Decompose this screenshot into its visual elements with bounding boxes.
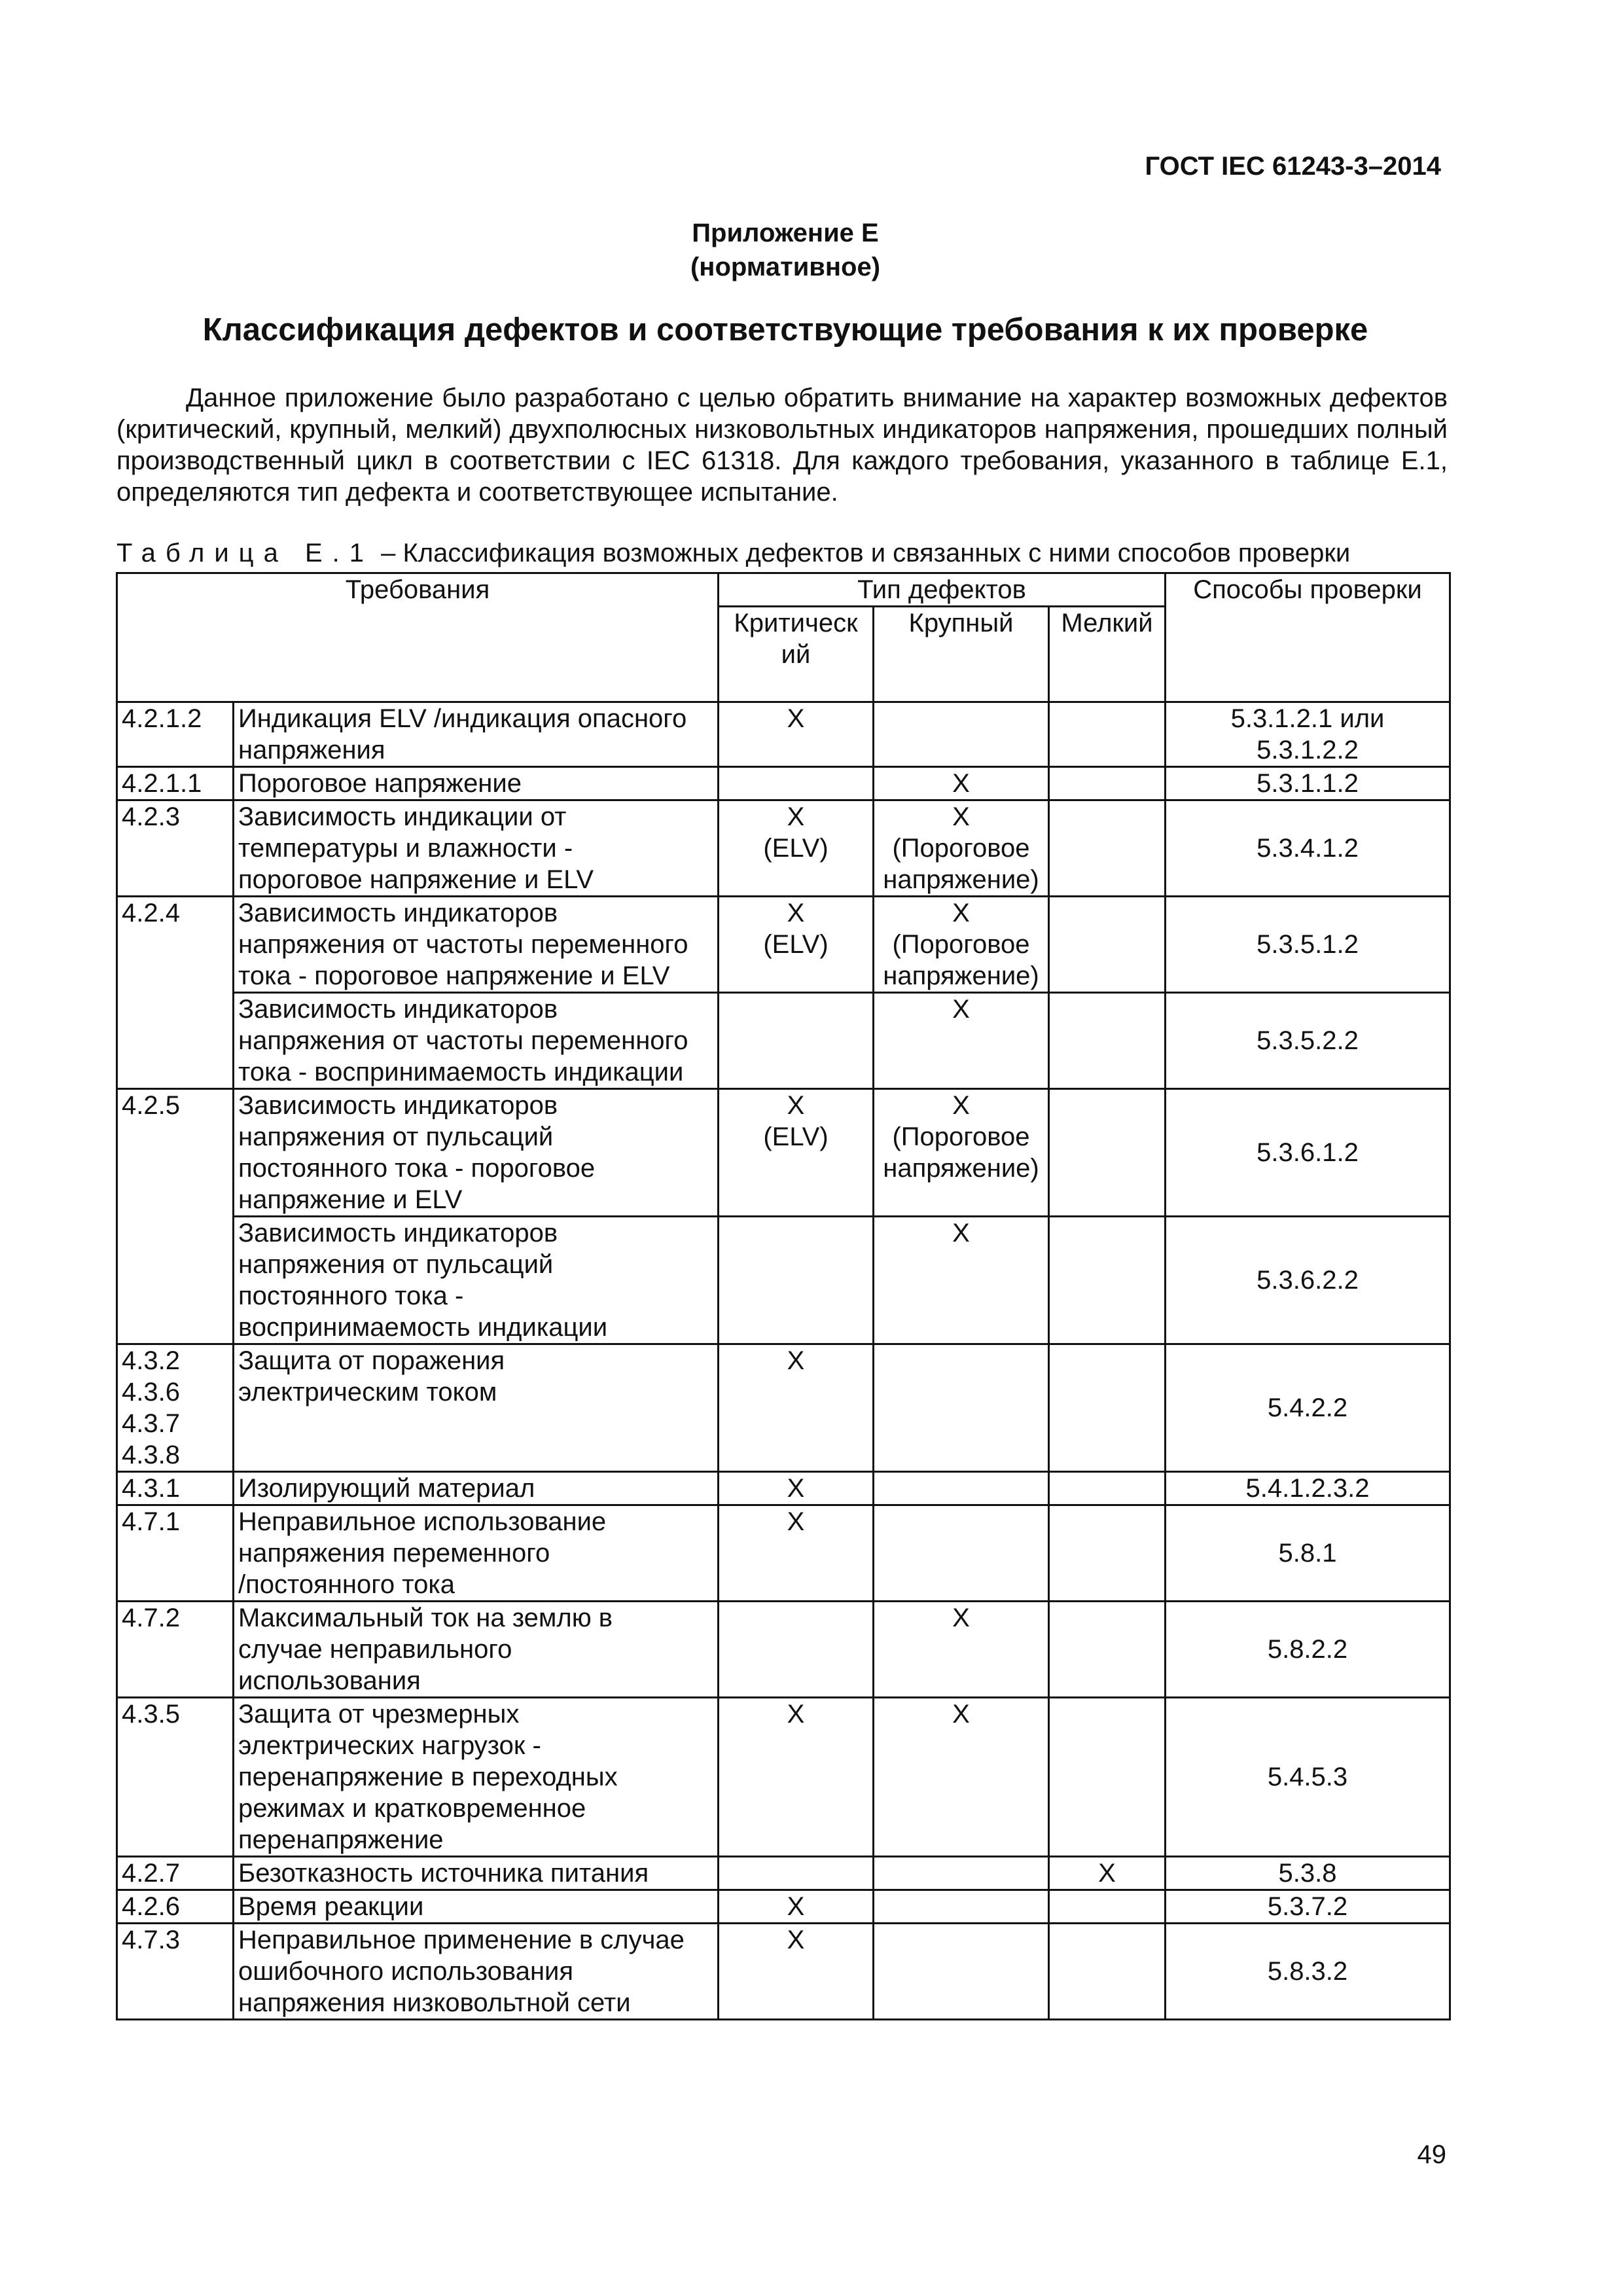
critical-cell: X (ELV) (719, 800, 874, 897)
requirement-cell: Зависимость индикаторов напряжения от частоты переменного тока - воспринимаемость индикации (234, 993, 719, 1089)
table-row (117, 1472, 1450, 1505)
table-caption (116, 539, 1350, 568)
requirement-cell: Безотказность источника питания (234, 1857, 719, 1890)
requirement-cell: Неправильное применение в случае ошибочного использования напряжения низковольтной сети (234, 1924, 719, 2020)
table-caption-text: – Классификация возможных дефектов и связанных с ними способов проверки (374, 539, 1351, 567)
major-cell: X (874, 1602, 1049, 1698)
table-row (117, 1344, 1450, 1472)
critical-cell: X (719, 1505, 874, 1602)
appendix-heading (0, 216, 1571, 284)
header-critical: Критическ ий (719, 607, 874, 702)
clause-cell: 4.2.6 (117, 1890, 234, 1924)
method-cell: 5.4.1.2.3.2 (1166, 1472, 1450, 1505)
table-row (117, 1217, 1450, 1344)
critical-cell (719, 993, 874, 1089)
clause-cell: 4.3.2 4.3.6 4.3.7 4.3.8 (117, 1344, 234, 1472)
requirement-cell: Зависимость индикаторов напряжения от пульсаций постоянного тока - пороговое напряжение и ELV (234, 1089, 719, 1217)
major-cell: X (874, 1217, 1049, 1344)
critical-cell (719, 1217, 874, 1344)
requirement-cell: Максимальный ток на землю в случае неправильного использования (234, 1602, 719, 1698)
minor-cell (1049, 702, 1166, 767)
table-row (117, 1698, 1450, 1857)
page-number: 49 (1417, 2140, 1446, 2169)
method-cell: 5.3.1.1.2 (1166, 767, 1450, 800)
major-cell: X (874, 1698, 1049, 1857)
appendix-status: (нормативное) (690, 253, 881, 281)
clause-cell: 4.7.3 (117, 1924, 234, 2020)
table-row (117, 1890, 1450, 1924)
table-row (117, 897, 1450, 993)
table-row (117, 1602, 1450, 1698)
minor-cell (1049, 1890, 1166, 1924)
page-title: Классификация дефектов и соответствующие требования к их проверке (202, 312, 1368, 348)
method-cell: 5.3.6.1.2 (1166, 1089, 1450, 1217)
header-minor: Мелкий (1049, 607, 1166, 702)
major-cell: X (874, 767, 1049, 800)
clause-cell: 4.2.1.1 (117, 767, 234, 800)
requirement-cell: Зависимость индикации от температуры и влажности - пороговое напряжение и ELV (234, 800, 719, 897)
critical-cell: X (719, 702, 874, 767)
clause-cell: 4.7.1 (117, 1505, 234, 1602)
table-row (117, 1924, 1450, 2020)
method-cell: 5.3.4.1.2 (1166, 800, 1450, 897)
method-cell: 5.3.7.2 (1166, 1890, 1450, 1924)
critical-cell (719, 1857, 874, 1890)
requirement-cell: Зависимость индикаторов напряжения от частоты переменного тока - пороговое напряжение и ELV (234, 897, 719, 993)
table-row (117, 1857, 1450, 1890)
critical-cell: X (719, 1472, 874, 1505)
major-cell (874, 1857, 1049, 1890)
requirement-cell: Изолирующий материал (234, 1472, 719, 1505)
major-cell (874, 1924, 1049, 2020)
requirement-cell: Индикация ELV /индикация опасного напряжения (234, 702, 719, 767)
minor-cell (1049, 1472, 1166, 1505)
clause-cell: 4.2.7 (117, 1857, 234, 1890)
requirement-cell: Неправильное использование напряжения переменного /постоянного тока (234, 1505, 719, 1602)
header-requirements: Требования (117, 573, 719, 702)
minor-cell: X (1049, 1857, 1166, 1890)
major-cell (874, 1505, 1049, 1602)
method-cell: 5.3.5.1.2 (1166, 897, 1450, 993)
major-cell (874, 1344, 1049, 1472)
method-cell: 5.4.2.2 (1166, 1344, 1450, 1472)
requirement-cell: Зависимость индикаторов напряжения от пульсаций постоянного тока - воспринимаемость индикации (234, 1217, 719, 1344)
major-cell: X (874, 993, 1049, 1089)
major-cell: X (Пороговое напряжение) (874, 1089, 1049, 1217)
minor-cell (1049, 800, 1166, 897)
method-cell: 5.8.3.2 (1166, 1924, 1450, 2020)
method-cell: 5.3.6.2.2 (1166, 1217, 1450, 1344)
table-row (117, 702, 1450, 767)
clause-cell: 4.2.4 (117, 897, 234, 1089)
header-major: Крупный (874, 607, 1049, 702)
minor-cell (1049, 1344, 1166, 1472)
major-cell (874, 1890, 1049, 1924)
critical-cell: X (719, 1924, 874, 2020)
method-cell: 5.8.2.2 (1166, 1602, 1450, 1698)
requirement-cell: Время реакции (234, 1890, 719, 1924)
table-row (117, 993, 1450, 1089)
major-cell: X (Пороговое напряжение) (874, 897, 1049, 993)
major-cell (874, 702, 1049, 767)
minor-cell (1049, 767, 1166, 800)
critical-cell (719, 1602, 874, 1698)
major-cell (874, 1472, 1049, 1505)
critical-cell: X (ELV) (719, 897, 874, 993)
table-row (117, 1089, 1450, 1217)
clause-cell: 4.2.3 (117, 800, 234, 897)
minor-cell (1049, 1089, 1166, 1217)
clause-cell: 4.7.2 (117, 1602, 234, 1698)
clause-cell: 4.2.1.2 (117, 702, 234, 767)
minor-cell (1049, 1698, 1166, 1857)
method-cell: 5.3.1.2.1 или 5.3.1.2.2 (1166, 702, 1450, 767)
minor-cell (1049, 993, 1166, 1089)
critical-cell (719, 767, 874, 800)
major-cell: X (Пороговое напряжение) (874, 800, 1049, 897)
minor-cell (1049, 1602, 1166, 1698)
method-cell: 5.3.8 (1166, 1857, 1450, 1890)
table-row (117, 800, 1450, 897)
table-row (117, 767, 1450, 800)
minor-cell (1049, 1217, 1166, 1344)
header-defect-type: Тип дефектов (719, 573, 1166, 607)
table-row (117, 1505, 1450, 1602)
clause-cell: 4.2.5 (117, 1089, 234, 1344)
requirement-cell: Защита от чрезмерных электрических нагрузок - перенапряжение в переходных режимах и кратковременное перенапряжение (234, 1698, 719, 1857)
defects-table (116, 572, 1451, 2020)
appendix-label: Приложение Е (692, 219, 879, 247)
method-cell: 5.8.1 (1166, 1505, 1450, 1602)
critical-cell: X (ELV) (719, 1089, 874, 1217)
method-cell: 5.4.5.3 (1166, 1698, 1450, 1857)
minor-cell (1049, 897, 1166, 993)
clause-cell: 4.3.1 (117, 1472, 234, 1505)
critical-cell: X (719, 1890, 874, 1924)
document-id-header: ГОСТ IEC 61243-3–2014 (1145, 152, 1441, 181)
header-methods: Способы проверки (1166, 573, 1450, 702)
intro-paragraph: Данное приложение было разработано с целью обратить внимание на характер возможных дефектов (критический, крупный, мелкий) двухполюсных низковольтных индикаторов напряжения, прошедших полный производственный цикл в соответствии с IEC 61318. Для каждого требования, указанного в таблице Е.1, определяются тип дефекта и соответствующее испытание. (116, 384, 1448, 507)
table-caption-label: Таблица Е.1 (116, 539, 374, 567)
critical-cell: X (719, 1344, 874, 1472)
critical-cell: X (719, 1698, 874, 1857)
requirement-cell: Пороговое напряжение (234, 767, 719, 800)
clause-cell: 4.3.5 (117, 1698, 234, 1857)
method-cell: 5.3.5.2.2 (1166, 993, 1450, 1089)
minor-cell (1049, 1924, 1166, 2020)
table-header-row (117, 573, 1450, 607)
minor-cell (1049, 1505, 1166, 1602)
requirement-cell: Защита от поражения электрическим током (234, 1344, 719, 1472)
